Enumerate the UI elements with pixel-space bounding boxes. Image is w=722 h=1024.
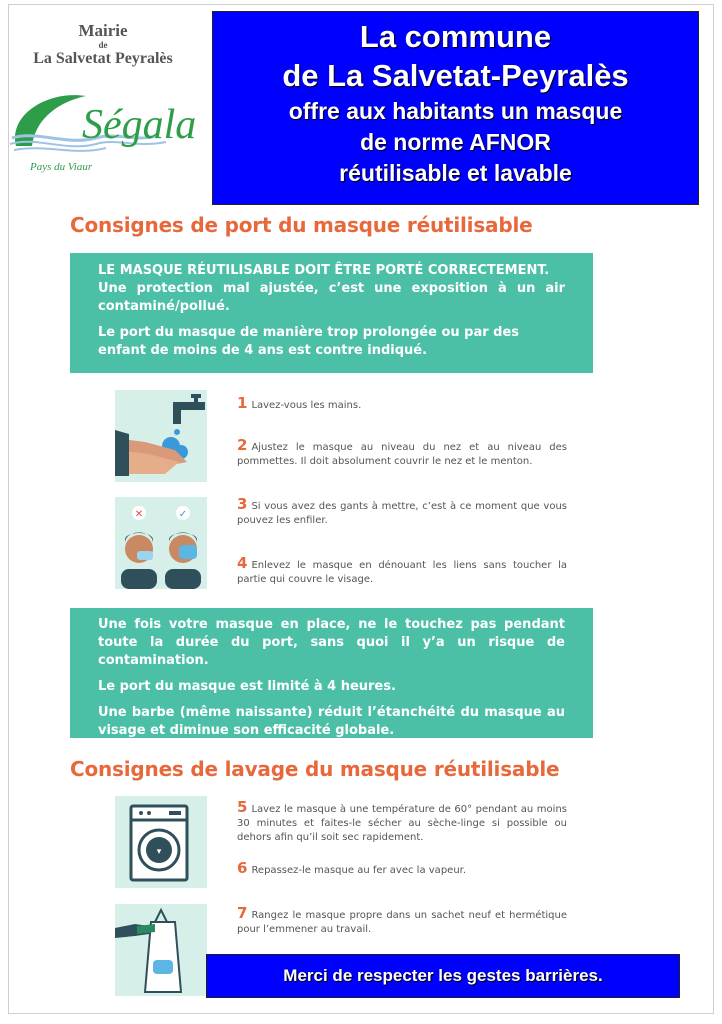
faucet-icon bbox=[115, 390, 207, 482]
step-number: 2 bbox=[237, 436, 248, 454]
step-5 bbox=[237, 800, 567, 845]
step-7 bbox=[237, 906, 567, 937]
header-line-1: La commune bbox=[359, 19, 552, 54]
info-duration: Le port du masque de manière trop prolongée ou par des enfant de moins de 4 ans est contre indiqué. bbox=[98, 325, 520, 358]
section-title-port: Consignes de port du masque réutilisable bbox=[70, 213, 533, 237]
step-text: Rangez le masque propre dans un sachet neuf et hermétique pour l’emmener au travail. bbox=[237, 910, 567, 935]
step-number: 6 bbox=[237, 859, 248, 877]
header-line-3: offre aux habitants un masque bbox=[288, 98, 623, 124]
svg-text:✕: ✕ bbox=[134, 509, 144, 520]
header-line-4: de norme AFNOR bbox=[360, 129, 551, 155]
footer-banner: Merci de respecter les gestes barrières. bbox=[206, 954, 680, 998]
step-text: Lavez le masque à une température de 60° pendant au moins 30 minutes et faites-le sécher au sèche-linge si possible ou dehors afin qu’il soit sec rapidement. bbox=[237, 804, 567, 843]
step-number: 3 bbox=[237, 495, 248, 513]
step-4 bbox=[237, 556, 567, 587]
logo-name: Ségala bbox=[82, 102, 197, 148]
step-text: Repassez-le masque au fer avec la vapeur. bbox=[251, 865, 467, 876]
mairie-commune: La Salvetat Peyralès bbox=[33, 50, 173, 67]
step-2 bbox=[237, 438, 567, 469]
section-title-lavage: Consignes de lavage du masque réutilisable bbox=[70, 757, 560, 781]
svg-text:▾: ▾ bbox=[156, 847, 162, 857]
info-box-port bbox=[70, 253, 593, 373]
step-number: 4 bbox=[237, 554, 248, 572]
washing-machine-icon bbox=[115, 796, 207, 888]
wash-hands-illustration bbox=[115, 390, 207, 482]
step-6 bbox=[237, 861, 567, 878]
step-text: Si vous avez des gants à mettre, c’est à ce moment que vous pouvez les enfiler. bbox=[237, 501, 567, 526]
info-protection: Une protection mal ajustée, c’est une exposition à un air contaminé/pollué. bbox=[98, 281, 565, 314]
header-line-5: réutilisable et lavable bbox=[339, 160, 572, 186]
step-1 bbox=[237, 396, 567, 413]
info-limit: Le port du masque est limité à 4 heures. bbox=[98, 679, 396, 694]
mairie-header bbox=[18, 22, 188, 68]
svg-text:✓: ✓ bbox=[178, 509, 188, 520]
mask-wearing-illustration bbox=[115, 497, 207, 589]
logo-subtitle: Pays du Viaur bbox=[30, 161, 93, 173]
info-touch: Une fois votre masque en place, ne le touchez pas pendant toute la durée du port, sans quoi il y’a un risque de contamination. bbox=[98, 617, 565, 668]
step-number: 1 bbox=[237, 394, 248, 412]
header-banner bbox=[212, 11, 699, 205]
mairie-label: Mairie bbox=[78, 21, 128, 40]
bag-icon bbox=[115, 904, 207, 996]
info-warning: LE MASQUE RÉUTILISABLE DOIT ÊTRE PORTÉ CORRECTEMENT. bbox=[98, 263, 550, 278]
step-number: 5 bbox=[237, 798, 248, 816]
info-box-usage bbox=[70, 608, 593, 738]
step-text: Enlevez le masque en dénouant les liens sans toucher la partie qui couvre le visage. bbox=[237, 560, 567, 585]
step-3 bbox=[237, 497, 567, 528]
mairie-de: de bbox=[98, 40, 108, 50]
step-text: Ajustez le masque au niveau du nez et au niveau des pommettes. Il doit absolument couvrir le nez et le menton. bbox=[237, 442, 567, 467]
header-line-2: de La Salvetat-Peyralès bbox=[282, 58, 629, 93]
step-text: Lavez-vous les mains. bbox=[251, 400, 362, 411]
washing-machine-illustration bbox=[115, 796, 207, 888]
bag-illustration bbox=[115, 904, 207, 996]
info-beard: Une barbe (même naissante) réduit l’étanchéité du masque au visage et diminue son efficacité globale. bbox=[98, 705, 565, 738]
step-number: 7 bbox=[237, 904, 248, 922]
segala-logo bbox=[6, 86, 202, 178]
